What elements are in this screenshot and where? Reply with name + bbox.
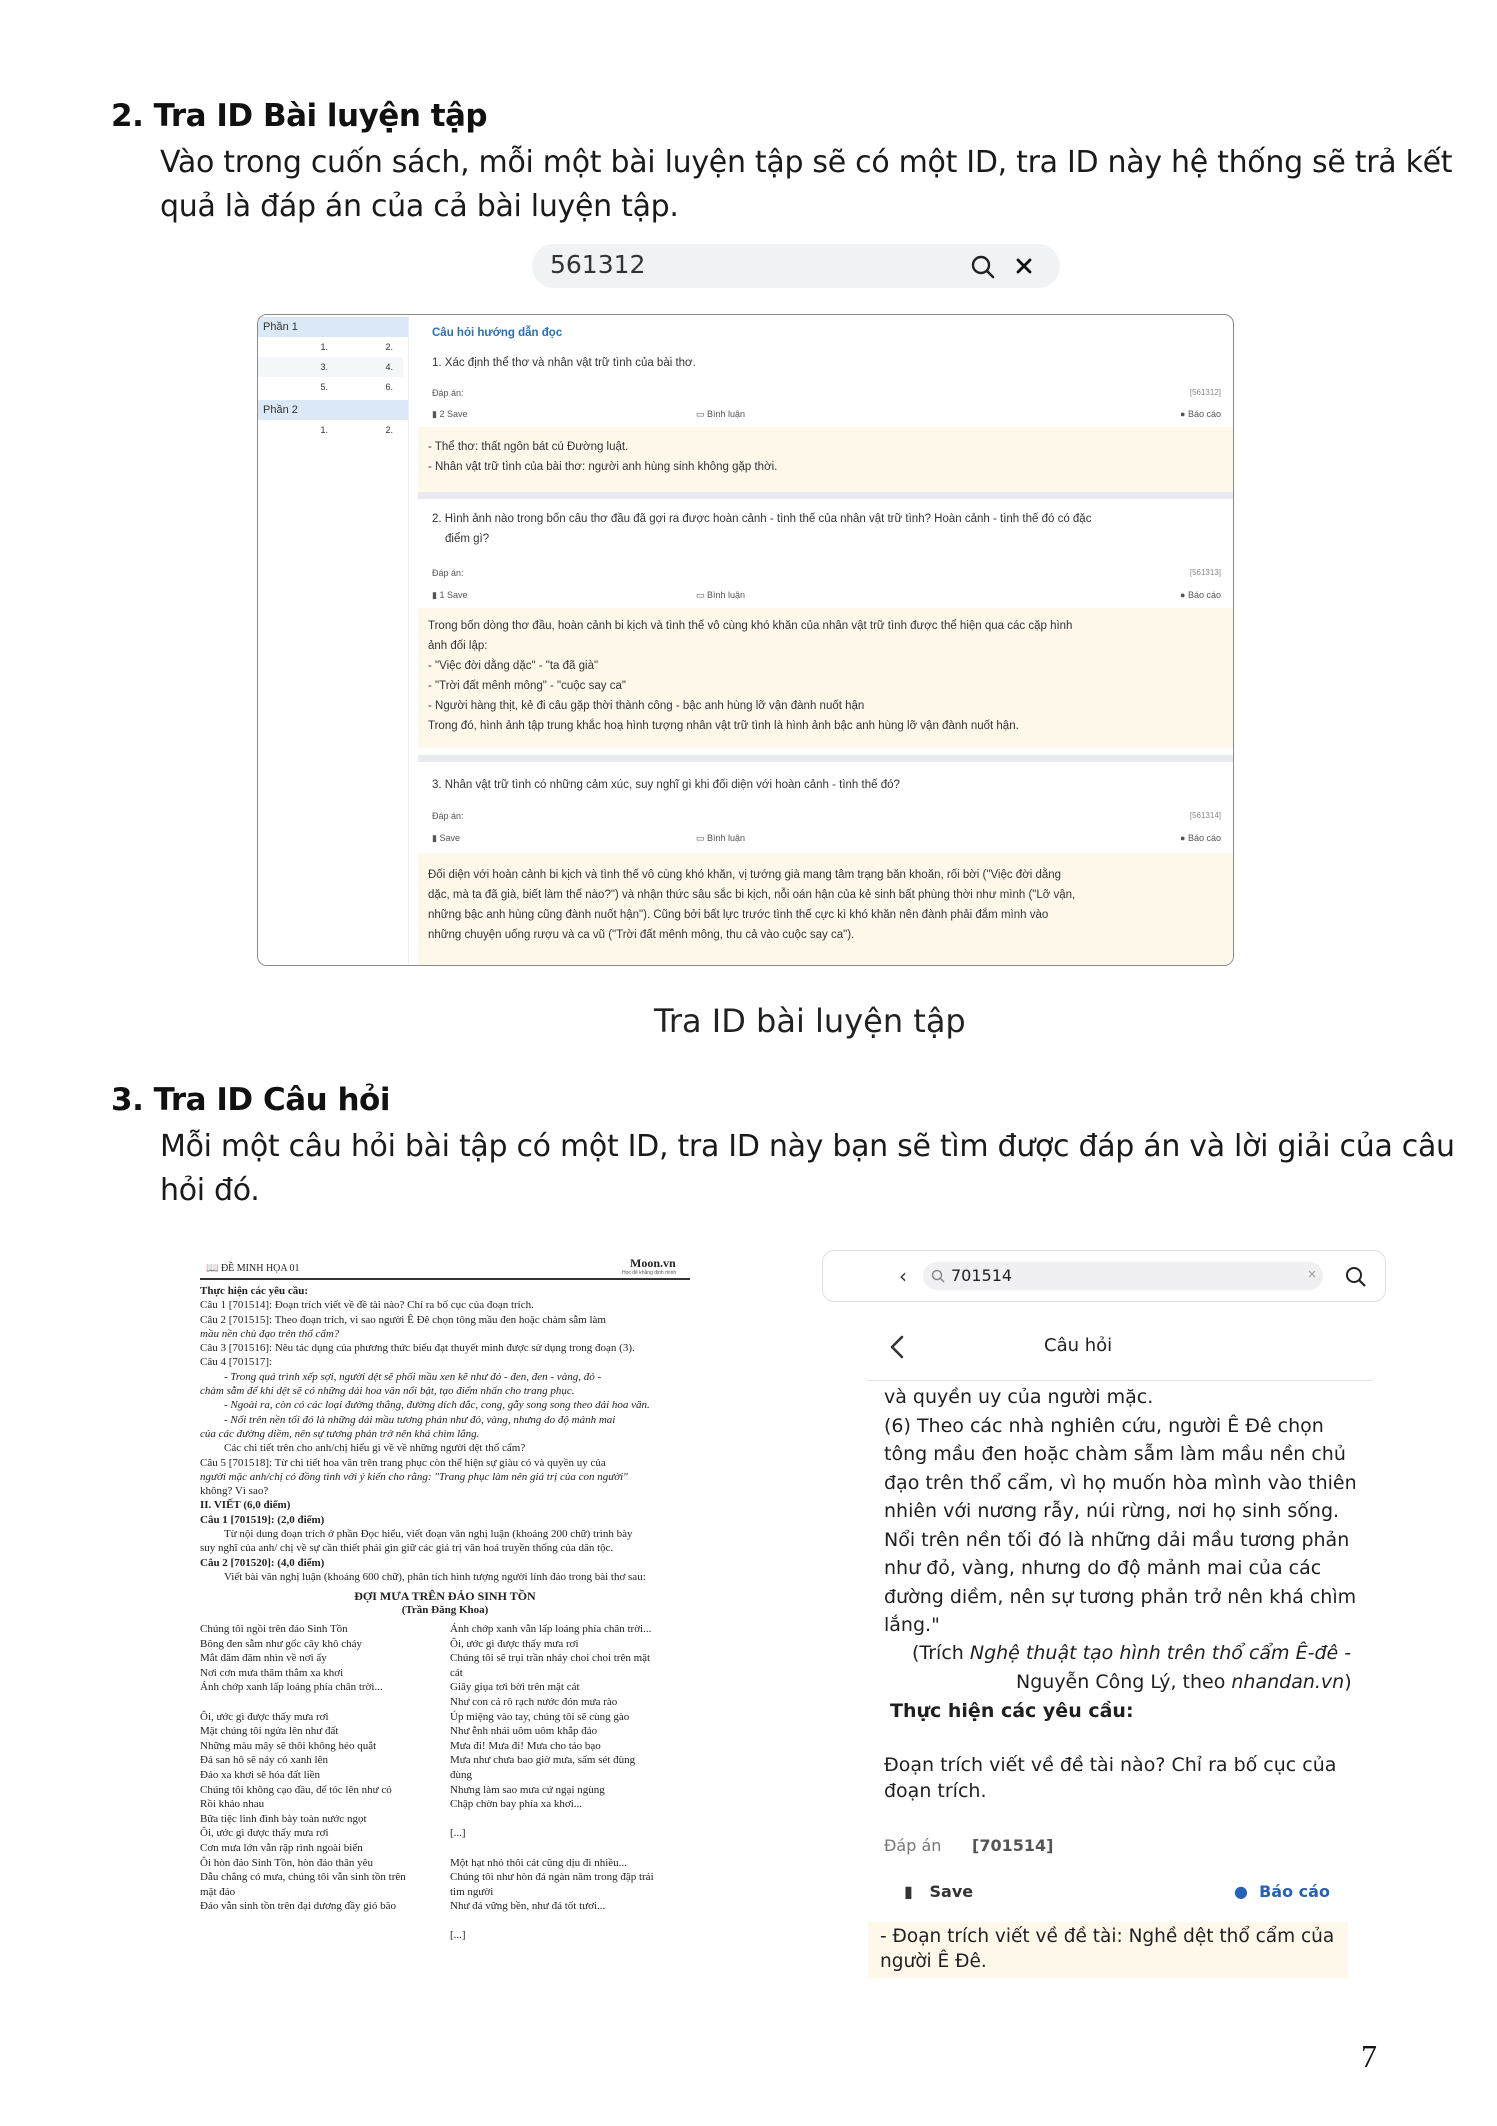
answer-2-line-3: - "Việc đời dằng dặc" - "ta đã già" <box>428 660 599 672</box>
poem-gap <box>450 1914 690 1929</box>
save-label: Save <box>439 833 460 843</box>
doc-line: Câu 1 [701514]: Đoạn trích viết về đề tài nào? Chỉ ra bố cục của đoạn trích. <box>200 1299 534 1312</box>
question-3-text: 3. Nhân vật trữ tình có những cảm xúc, suy nghĩ gì khi đối diện với hoàn cảnh - tình thế đó? <box>432 779 900 791</box>
phone-search-input[interactable]: 701514 <box>951 1266 1013 1285</box>
phone-screenshot <box>822 1250 1386 1980</box>
report-button[interactable] <box>1180 409 1221 419</box>
bookmark-icon: ▮ <box>432 833 437 843</box>
question-1-text: 1. Xác định thể thơ và nhân vật trữ tình của bài thơ. <box>432 357 696 369</box>
body-line: lắng." <box>884 1614 940 1636</box>
save-button[interactable] <box>432 409 468 420</box>
poem-line: cát <box>450 1666 463 1679</box>
poem-gap <box>450 1812 690 1827</box>
poem-left-column <box>200 1622 445 1914</box>
body-line: Nổi trên nền tối đó là những dải mầu tương phản <box>884 1528 1350 1551</box>
citation-title: Nghệ thuật tạo hình trên thổ cẩm Ê-đê - <box>969 1642 1352 1664</box>
poem-line: Ôi, ước gì được thấy mưa rơi <box>200 1710 329 1723</box>
body-line: (6) Theo các nhà nghiên cứu, người Ê Đê chọn <box>884 1414 1324 1437</box>
sidebar-q-6[interactable]: 6. <box>385 382 393 392</box>
answer-3-line-3: những bậc anh hùng cũng đành nuốt hận"). Cũng bởi bất lực trước tình thế cực kì khó khăn nên đành phải đắm mình vào <box>428 909 1049 921</box>
section-2-heading: 2. Tra ID Bài luyện tập <box>111 98 488 134</box>
doc-line: suy nghĩ của anh/ chị về sự cần thiết phải gìn giữ các giá trị văn hoá truyền thống của dân tộc. <box>200 1542 614 1555</box>
poem-line: [...] <box>450 1929 466 1942</box>
phone-answer-line-2: người Ê Đê. <box>880 1951 987 1972</box>
doc-brand: Moon.vn <box>630 1256 676 1270</box>
poem-line: Giây giụa tơi bời trên mặt cát <box>450 1681 580 1694</box>
poem-line: Đá san hô sẽ nảy cỏ xanh lên <box>200 1754 328 1767</box>
question-panel <box>418 315 1233 965</box>
poem-line: Nơi cơn mưa thăm thẳm xa khơi <box>200 1666 344 1679</box>
doc-line: Câu 4 [701517]: <box>200 1356 273 1369</box>
poem-line: Úp miệng vào tay, chúng tôi sẽ cùng gào <box>450 1710 630 1723</box>
sidebar-part-1-grid <box>258 337 403 397</box>
answer-3-line-2: dặc, mà ta đã già, biết làm thế nào?") và nhận thức sâu sắc bi kịch, nỗi oán hận của kẻ sinh bất phùng thời như mình ("Lỡ vận, <box>428 889 1076 901</box>
phone-save-label: Save <box>929 1882 974 1901</box>
poem-line: đùng <box>450 1768 472 1781</box>
body-line: tông mầu đen hoặc chàm sẫm làm mầu nền chủ <box>884 1443 1346 1465</box>
answer-label: Đáp án: <box>432 811 464 821</box>
divider <box>418 492 1233 499</box>
back-arrow-icon[interactable] <box>888 1334 906 1360</box>
panel-title: Câu hỏi hướng dẫn đọc <box>432 327 563 339</box>
figure-caption: Tra ID bài luyện tập <box>654 1002 966 1040</box>
phone-save-button[interactable] <box>904 1882 973 1901</box>
doc-brand-sub: Học để khẳng định mình <box>622 1270 677 1276</box>
doc-line: chàm sẫm để khi dệt sẽ có những dải hoa văn nổi bật, tạo điểm nhấn cho trang phục. <box>200 1385 575 1398</box>
poem-line: Đảo vẫn sinh tồn trên đại dương đầy gió bão <box>200 1900 396 1913</box>
poem-line: Ánh chớp xanh vẫn lấp loáng phía chân trời... <box>450 1623 652 1635</box>
poem-gap <box>200 1695 445 1710</box>
poem-line: Những màu mây sẽ thôi không héo quắt <box>200 1739 377 1752</box>
report-button[interactable] <box>1180 833 1221 843</box>
poem-line: Bữa tiệc linh đình bày toàn nước ngọt <box>200 1812 367 1825</box>
doc-line: Câu 2 [701520]: (4,0 điểm) <box>200 1556 325 1569</box>
poem-line: tim người <box>450 1885 494 1898</box>
poem-line: Đảo xa khơi sẽ hóa đất liền <box>200 1768 321 1781</box>
info-icon: ● <box>1180 590 1186 600</box>
poem-line: Mưa đi! Mưa đi! Mưa cho tảo bạo <box>450 1739 601 1752</box>
poem-line: Ánh chớp xanh lấp loáng phía chân trời... <box>200 1681 383 1694</box>
book-icon: 📖 <box>206 1263 219 1274</box>
poem-line: Cơn mưa lớn vẫn rập rình ngoài biển <box>200 1841 363 1854</box>
poem-line: Chập chờn bay phía xa khơi... <box>450 1798 582 1811</box>
phone-report-label: Báo cáo <box>1259 1882 1330 1901</box>
poem-gap <box>450 1841 690 1856</box>
comment-button[interactable] <box>696 590 745 601</box>
exercise-sidebar <box>258 315 409 965</box>
poem-title: ĐỢI MƯA TRÊN ĐẢO SINH TỒN <box>354 1589 536 1603</box>
body-line: và quyền uy của người mặc. <box>884 1386 1154 1408</box>
doc-line: không? Vì sao? <box>200 1485 269 1498</box>
doc-line: - Nổi trên nền tối đó là những dải mầu tương phản như đỏ, vàng, nhưng do độ mảnh mai <box>224 1413 616 1426</box>
poem-line: Chúng tôi không cạo đầu, để tóc lên như cỏ <box>200 1783 392 1796</box>
sidebar-q-p2-2[interactable]: 2. <box>385 425 393 435</box>
comment-button[interactable] <box>696 833 745 844</box>
phone-answer-line-1: - Đoạn trích viết về đề tài: Nghề dệt thổ cẩm của <box>880 1926 1335 1947</box>
doc-header-rule <box>200 1278 690 1280</box>
doc-line: Câu 5 [701518]: Từ chi tiết hoa văn trên trang phục còn thể hiện sự giàu có và quyền uy của <box>200 1456 606 1469</box>
report-label: Báo cáo <box>1187 833 1221 843</box>
sidebar-q-5[interactable]: 5. <box>320 382 328 392</box>
section-2-para-line-1: Vào trong cuốn sách, mỗi một bài luyện tập sẽ có một ID, tra ID này hệ thống sẽ trả kết <box>160 145 1453 180</box>
poem-line: Mắt đăm đăm nhìn về nơi ấy <box>200 1652 327 1665</box>
phone-question-line-2: đoạn trích. <box>884 1780 987 1802</box>
sidebar-q-2[interactable]: 2. <box>385 342 393 352</box>
search-icon[interactable] <box>970 254 996 280</box>
doc-line: - Ngoài ra, còn có các loại đường thẳng, đường dích dắc, cong, gẫy song song theo dải hoa văn. <box>224 1399 650 1412</box>
answer-3-line-1: Đối diện với hoàn cảnh bi kịch và tình thế vô cùng khó khăn, vị tướng già mang tâm trạng băn khoăn, rối bời ("Việc đời dằng <box>428 869 1062 881</box>
sidebar-q-4[interactable]: 4. <box>385 362 393 372</box>
answer-label: Đáp án: <box>432 568 464 578</box>
poem-line: Dẫu chẳng có mưa, chúng tôi vẫn sinh tồn trên <box>200 1871 406 1884</box>
clear-icon[interactable]: × <box>1307 1267 1318 1281</box>
phone-body-text <box>884 1383 1357 1640</box>
section-3-para-line-1: Mỗi một câu hỏi bài tập có một ID, tra ID này bạn sẽ tìm được đáp án và lời giải của câu <box>160 1129 1455 1164</box>
comment-icon: ▭ <box>696 590 705 600</box>
bookmark-icon: ▮ <box>904 1882 913 1901</box>
doc-line: II. VIẾT (6,0 điểm) <box>200 1499 291 1512</box>
requirement-title: Thực hiện các yêu cầu: <box>890 1700 1134 1722</box>
save-label: 1 Save <box>439 590 468 600</box>
question-id: [561314] <box>1189 811 1221 820</box>
poem-line: Ôi, ước gì được thấy mưa rơi <box>450 1637 579 1650</box>
phone-question-line-1: Đoạn trích viết về đề tài nào? Chỉ ra bố cục của <box>884 1754 1337 1776</box>
search-bar[interactable] <box>532 244 1060 288</box>
comment-label: Bình luận <box>707 590 746 600</box>
sidebar-q-p2-1[interactable]: 1. <box>320 425 328 435</box>
save-button[interactable] <box>432 833 460 844</box>
doc-line: Từ nội dung đoạn trích ở phần Đọc hiểu, viết đoạn văn nghị luận (khoảng 200 chữ) trình bày <box>224 1528 633 1541</box>
citation-prefix: (Trích <box>912 1642 970 1664</box>
phone-report-button[interactable] <box>1234 1882 1330 1901</box>
search-icon[interactable] <box>1345 1266 1367 1288</box>
doc-line: Viết bài văn nghị luận (khoảng 600 chữ), phân tích hình tượng người lính đảo trong bài thơ sau: <box>224 1570 646 1583</box>
poem-line: Ôi, ước gì được thấy mưa rơi <box>200 1827 329 1840</box>
phone-search-header <box>822 1250 1386 1302</box>
exam-document <box>200 1258 690 1978</box>
citation-line-2 <box>1016 1668 1352 1697</box>
search-small-icon <box>931 1269 945 1283</box>
doc-line: Thực hiện các yêu cầu: <box>200 1285 309 1297</box>
section-3-heading: 3. Tra ID Câu hỏi <box>111 1082 390 1118</box>
section-3-para-line-2: hỏi đó. <box>160 1173 260 1208</box>
poem-line: Bông đen sẫm như gốc cây khô cháy <box>200 1637 363 1650</box>
info-icon: ● <box>1234 1882 1248 1901</box>
save-button[interactable] <box>432 590 468 601</box>
body-line: đường diềm, nên sự tương phản trở nên khá chìm <box>884 1585 1357 1608</box>
report-button[interactable] <box>1180 590 1221 600</box>
answer-box-2 <box>418 608 1233 748</box>
phone-answer-label: Đáp án <box>884 1836 942 1855</box>
bookmark-icon: ▮ <box>432 590 437 600</box>
poem-line: Rồi khảo nhau <box>200 1798 265 1811</box>
answer-label: Đáp án: <box>432 388 464 398</box>
close-icon[interactable] <box>1014 256 1034 276</box>
doc-line: Câu 3 [701516]: Nêu tác dụng của phương thức biểu đạt thuyết minh được sử dụng trong đoạn (3). <box>200 1342 635 1355</box>
doc-line: người mặc anh/chị có đồng tình với ý kiến cho rằng: "Trang phục làm nên giá trị của con người" <box>200 1470 628 1483</box>
phone-answer-id: [701514] <box>972 1836 1054 1855</box>
section-2-para-line-2: quả là đáp án của cả bài luyện tập. <box>160 189 679 224</box>
poem-right-column <box>450 1622 690 1943</box>
report-label: Báo cáo <box>1187 590 1221 600</box>
answer-2-line-4: - "Trời đất mênh mông" - "cuộc say ca" <box>428 680 626 692</box>
back-chevron-small-icon[interactable]: ‹ <box>899 1264 907 1288</box>
answer-2-line-2: ảnh đối lập: <box>428 640 488 652</box>
doc-line: của các đường diềm, nên sự tương phản trở nên khá chìm lắng. <box>200 1427 480 1440</box>
page-number: 7 <box>1361 2038 1377 2074</box>
body-line: như đỏ, vàng, nhưng do độ mảnh mai của các <box>884 1557 1322 1579</box>
doc-line: Câu 2 [701515]: Theo đoạn trích, vì sao người Ê Đê chọn tông mầu đen hoặc chàm sẫm làm <box>200 1313 606 1326</box>
poem-line: [...] <box>450 1827 466 1840</box>
citation-source: nhandan.vn <box>1231 1671 1345 1693</box>
answer-2-line-5: - Người hàng thịt, kẻ đi câu gặp thời thành công - bậc anh hùng lỡ vận đành nuốt hận <box>428 700 865 712</box>
practice-screenshot <box>257 314 1234 966</box>
phone-search-bar[interactable] <box>923 1262 1323 1290</box>
question-2-text-line-2: điểm gì? <box>445 533 490 545</box>
poem-author: (Trần Đăng Khoa) <box>401 1604 489 1616</box>
search-input[interactable]: 561312 <box>550 250 646 279</box>
answer-1-line-2: - Nhân vật trữ tình của bài thơ: người anh hùng sinh không gặp thời. <box>428 461 778 473</box>
report-label: Báo cáo <box>1187 409 1221 419</box>
answer-1-line-1: - Thể thơ: thất ngôn bát cú Đường luật. <box>428 441 629 453</box>
poem-line: Chúng tôi như hòn đá ngàn năm trong đập trái <box>450 1871 654 1884</box>
answer-box-1 <box>418 427 1233 492</box>
poem-line: Như con cá rô rạch nước đón mưa rào <box>450 1695 618 1708</box>
poem-line: mặt đảo <box>200 1885 236 1898</box>
sidebar-q-1[interactable]: 1. <box>320 342 328 352</box>
poem-line: Chúng tôi ngồi trên đảo Sinh Tồn <box>200 1623 348 1635</box>
doc-line: mầu nền chủ đạo trên thổ cẩm? <box>200 1327 340 1340</box>
sidebar-part-2-grid <box>258 420 403 440</box>
body-line: nhiên với nương rẫy, núi rừng, nơi họ sinh sống. <box>884 1500 1340 1522</box>
comment-label: Bình luận <box>707 409 746 419</box>
info-icon: ● <box>1180 409 1186 419</box>
answer-3-line-4: những chuyện uống rượu và ca vũ ("Trời đất mênh mông, thu cả vào cuộc say ca"). <box>428 929 855 941</box>
poem-line: Một hạt nhỏ thôi cát cũng dịu đi nhiều... <box>450 1856 627 1869</box>
poem-line: Ôi hòn đảo Sinh Tồn, hòn đảo thân yêu <box>200 1856 374 1869</box>
body-line: đạo trên thổ cẩm, vì họ muốn hòa mình vào thiên <box>884 1471 1357 1494</box>
info-icon: ● <box>1180 833 1186 843</box>
save-label: 2 Save <box>439 409 468 419</box>
doc-line: Các chi tiết trên cho anh/chị hiểu gì về về những người dệt thổ cẩm? <box>224 1442 526 1455</box>
poem-line: Như ễnh nhái uôm uôm khắp đảo <box>450 1725 598 1738</box>
doc-line: - Trong quá trình xếp sợi, người dệt sẽ phối mầu xen kẽ như đỏ - đen, đen - vàng, đỏ - <box>224 1370 602 1383</box>
sidebar-part-2[interactable]: Phần 2 <box>258 400 408 420</box>
phone-answer-box <box>868 1922 1348 1978</box>
divider <box>418 755 1233 762</box>
poem-line: Như đá vững bền, như đá tốt tươi... <box>450 1900 606 1913</box>
doc-header-title: ĐỀ MINH HỌA 01 <box>220 1263 300 1274</box>
nav-divider <box>867 1380 1372 1381</box>
comment-button[interactable] <box>696 409 745 420</box>
poem-line: Mặt chúng tôi ngửa lên như đất <box>200 1725 339 1738</box>
doc-line: Câu 1 [701519]: (2,0 điểm) <box>200 1513 325 1526</box>
citation-line-1 <box>912 1639 1351 1668</box>
doc-header <box>206 1262 300 1276</box>
doc-questions <box>200 1284 690 1584</box>
answer-2-line-6: Trong đó, hình ảnh tập trung khắc hoạ hình tượng nhân vật trữ tình là hình ảnh bậc anh hùng lỡ vận đành nuốt hận. <box>428 720 1019 732</box>
sidebar-part-1[interactable]: Phần 1 <box>258 317 408 337</box>
question-id: [561312] <box>1189 388 1221 397</box>
phone-nav-title: Câu hỏi <box>1044 1335 1113 1356</box>
comment-label: Bình luận <box>707 833 746 843</box>
sidebar-q-3[interactable]: 3. <box>320 362 328 372</box>
citation-author: Nguyễn Công Lý, theo <box>1016 1671 1232 1693</box>
poem-line: Mưa như chưa bao giờ mưa, sấm sét đùng <box>450 1754 636 1767</box>
poem-line: Nhưng làm sao mưa cứ ngại ngùng <box>450 1783 605 1796</box>
question-2-text-line-1: 2. Hình ảnh nào trong bốn câu thơ đầu đã gợi ra được hoàn cảnh - tình thế của nhân vật trữ tình? Hoàn cảnh - tình thế đó có đặc <box>432 513 1092 525</box>
question-id: [561313] <box>1189 568 1221 577</box>
comment-icon: ▭ <box>696 409 705 419</box>
bookmark-icon: ▮ <box>432 409 437 419</box>
answer-box-3 <box>418 853 1233 965</box>
poem-line: Chúng tôi sẽ trụi trần nhảy choi choi trên mặt <box>450 1652 651 1665</box>
citation-end: ) <box>1344 1671 1352 1693</box>
answer-2-line-1: Trong bốn dòng thơ đầu, hoàn cảnh bi kịch và tình thế vô cùng khó khăn của nhân vật trữ tình được thể hiện qua các cặp hình <box>428 620 1073 632</box>
comment-icon: ▭ <box>696 833 705 843</box>
